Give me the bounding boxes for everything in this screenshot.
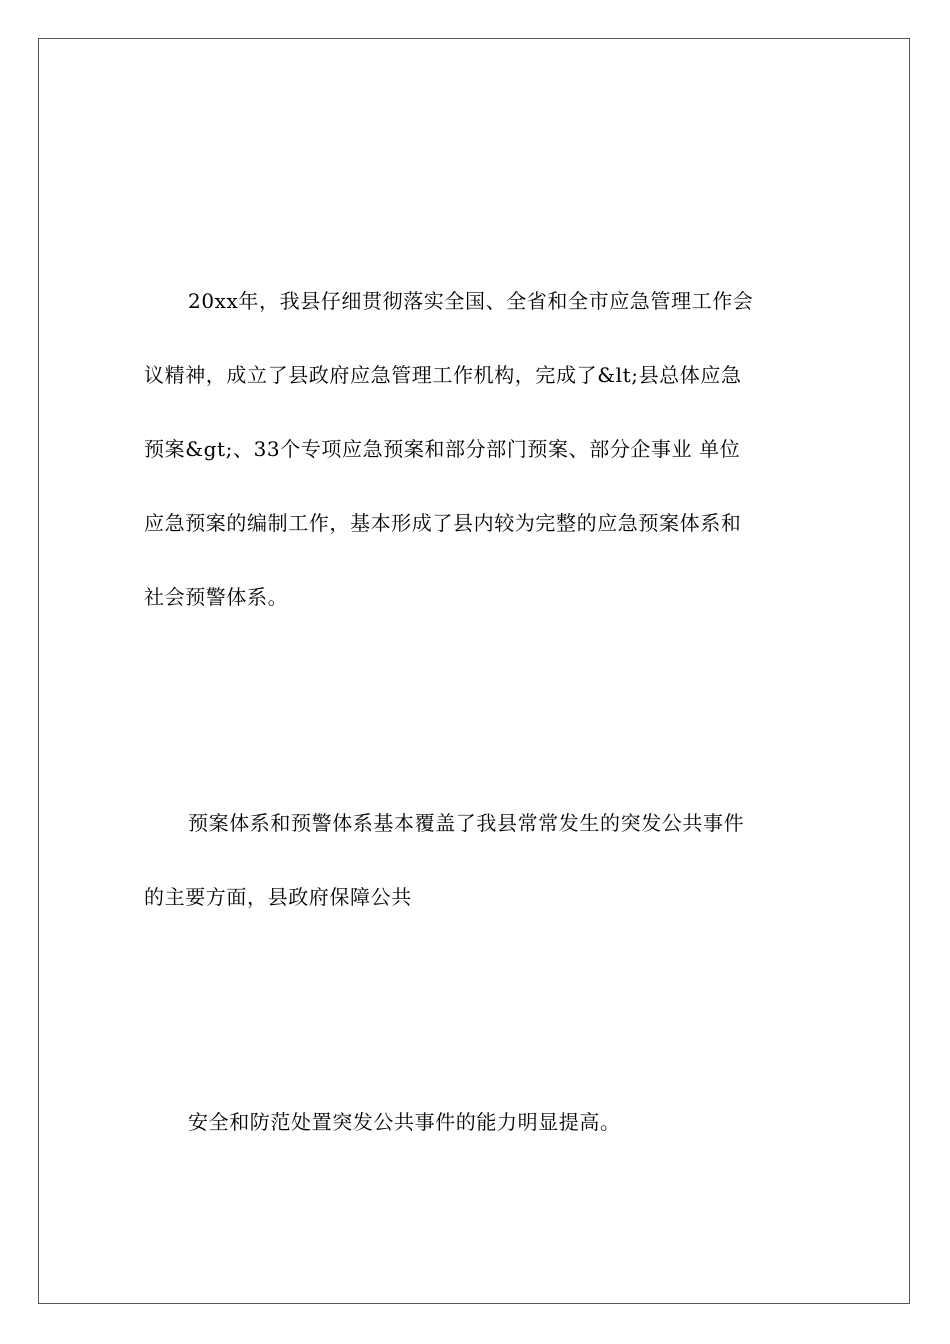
paragraph-line: 应急预案的编制工作，基本形成了县内较为完整的应急预案体系和 <box>144 511 742 535</box>
paragraph-line: 议精神，成立了县政府应急管理工作机构，完成了&lt;县总体应急 <box>144 363 742 387</box>
paragraph-line: 预案&gt;、33个专项应急预案和部分部门预案、部分企事业 单位 <box>144 437 741 461</box>
paragraph-line: 社会预警体系。 <box>144 585 289 609</box>
paragraph-line: 20xx年，我县仔细贯彻落实全国、全省和全市应急管理工作会 <box>188 289 754 313</box>
paragraph-line: 的主要方面，县政府保障公共 <box>144 885 412 909</box>
paragraph-line: 预案体系和预警体系基本覆盖了我县常常发生的突发公共事件 <box>188 811 745 835</box>
paragraph-line: 安全和防范处置突发公共事件的能力明显提高。 <box>188 1110 621 1134</box>
